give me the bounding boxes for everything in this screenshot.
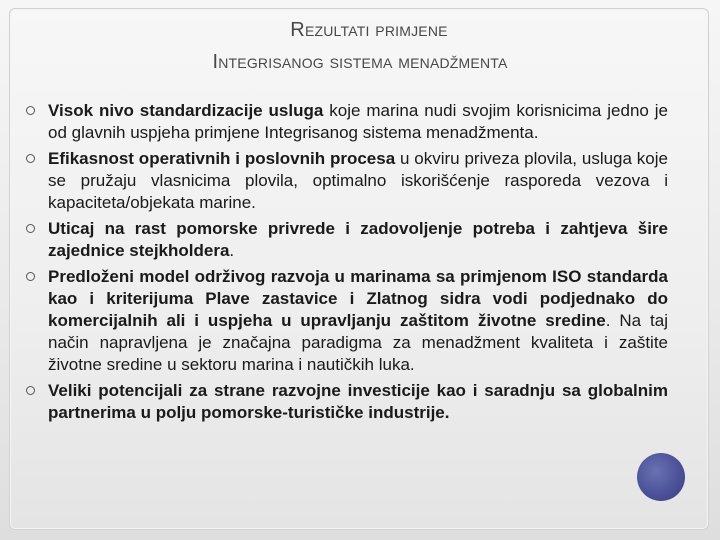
title-line-1: Rezultati primjene <box>290 19 448 41</box>
slide-title <box>0 14 720 78</box>
bullet-item-3-text: . <box>229 241 235 260</box>
bullet-item-4-text: . Na taj način napravljena je značajna paradigma za menadžment kvaliteta i zaštite životne sredine u sektoru marina i nautičkih luka. <box>48 311 668 374</box>
title-line-2: Integrisanog sistema menadžmenta <box>212 51 508 73</box>
bullet-item-2 <box>24 148 668 214</box>
bullet-item-3 <box>24 218 668 262</box>
bullet-circle-icon <box>26 386 35 395</box>
bullet-circle-icon <box>26 106 35 115</box>
bullet-circle-icon <box>26 272 35 281</box>
bullet-item-5-bold: Veliki potencijali za strane razvojne investicije kao i saradnju sa globalnim partnerima u polju pomorske-turističke industrije. <box>48 381 668 422</box>
bullet-item-5 <box>24 380 668 424</box>
bullet-circle-icon <box>26 154 35 163</box>
bullet-item-2-bold: Efikasnost operativnih i poslovnih procesa <box>48 149 396 168</box>
bullet-item-1-bold: Visok nivo standardizacije usluga <box>48 101 324 120</box>
decorative-circle <box>637 453 685 501</box>
bullet-item-4 <box>24 266 668 376</box>
bullet-item-4-bold: Predloženi model održivog razvoja u marinama sa primjenom ISO standarda kao i kriterijuma Plave zastavice i Zlatnog sidra vodi podjednako do komercijalnih ali i uspjeha u upravljanju zaštitom životne sredine <box>48 267 668 330</box>
bullet-item-2-text: u okviru priveza plovila, usluga koje se pružaju vlasnicima plovila, optimalno iskorišćenje rasporeda vezova i kapaciteta/objekata marine. <box>48 149 668 212</box>
bullet-item-1-text: koje marina nudi svojim korisnicima jedno je od glavnih uspjeha primjene Integrisanog sistema menadžmenta. <box>48 101 668 142</box>
bullet-list <box>24 100 668 428</box>
bullet-item-3-bold: Uticaj na rast pomorske privrede i zadovoljenje potreba i zahtjeva šire zajednice stejkholdera <box>48 219 668 260</box>
bullet-item-1 <box>24 100 668 144</box>
bullet-circle-icon <box>26 224 35 233</box>
